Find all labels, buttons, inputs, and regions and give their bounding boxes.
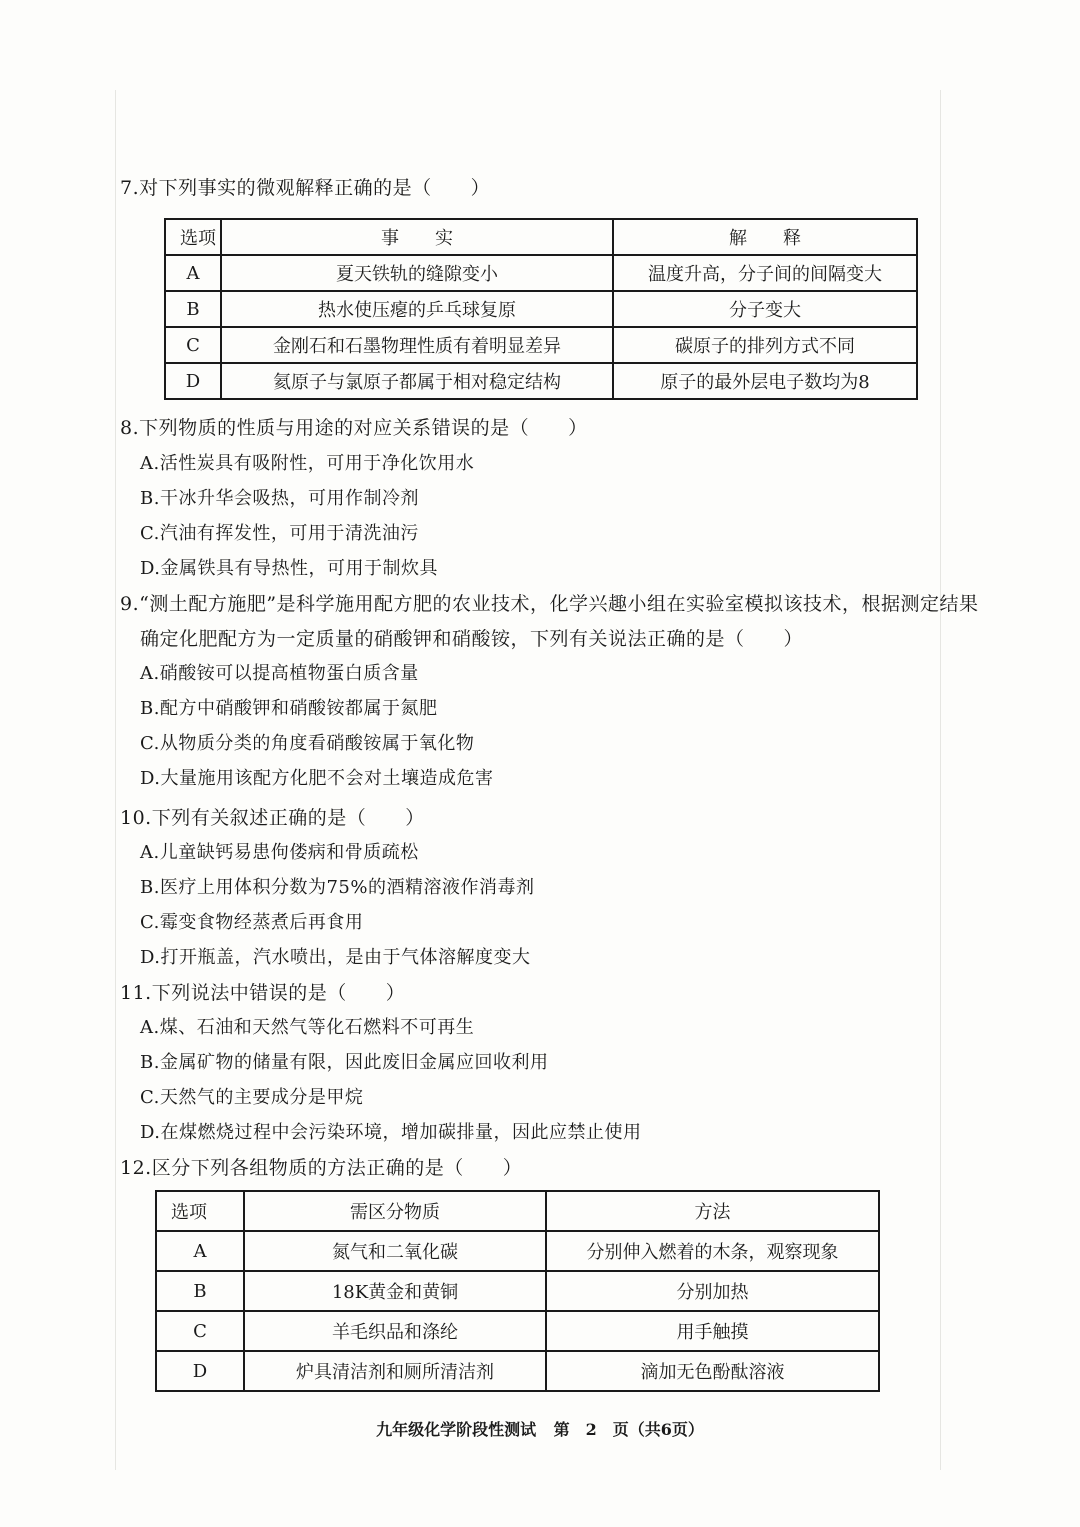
row-fact: 氦原子与氯原子都属于相对稳定结构 — [221, 363, 613, 399]
row-explanation: 碳原子的排列方式不同 — [613, 327, 917, 363]
row-method: 分别加热 — [546, 1271, 879, 1311]
question-11-option-b: B.金属矿物的储量有限，因此废旧金属应回收利用 — [140, 1052, 549, 1073]
question-11-option-d: D.在煤燃烧过程中会污染环境，增加碳排量，因此应禁止使用 — [140, 1122, 642, 1143]
header-substances: 需区分物质 — [244, 1191, 546, 1231]
question-12-title: 12.区分下列各组物质的方法正确的是（ ） — [120, 1157, 523, 1179]
question-10-option-a: A.儿童缺钙易患佝偻病和骨质疏松 — [140, 842, 419, 863]
row-fact: 金刚石和石墨物理性质有着明显差异 — [221, 327, 613, 363]
header-explanation: 解 释 — [613, 219, 917, 255]
question-8-option-a: A.活性炭具有吸附性，可用于净化饮用水 — [140, 453, 475, 474]
table-row — [156, 1231, 879, 1271]
row-option: B — [165, 291, 221, 327]
row-substances: 18K黄金和黄铜 — [244, 1271, 546, 1311]
question-10-option-b: B.医疗上用体积分数为75%的酒精溶液作消毒剂 — [140, 877, 535, 898]
row-method: 分别伸入燃着的木条，观察现象 — [546, 1231, 879, 1271]
scan-edge-line — [115, 90, 116, 1470]
question-11-option-a: A.煤、石油和天然气等化石燃料不可再生 — [140, 1017, 475, 1038]
question-11-title: 11.下列说法中错误的是（ ） — [120, 982, 406, 1004]
row-explanation: 温度升高，分子间的间隔变大 — [613, 255, 917, 291]
question-12-table — [155, 1190, 880, 1392]
header-fact: 事 实 — [221, 219, 613, 255]
row-fact: 夏天铁轨的缝隙变小 — [221, 255, 613, 291]
question-9-option-c: C.从物质分类的角度看硝酸铵属于氧化物 — [140, 733, 475, 754]
question-8-option-c: C.汽油有挥发性，可用于清洗油污 — [140, 523, 419, 544]
scan-edge-line — [940, 90, 941, 1470]
table-header-row — [156, 1191, 879, 1231]
header-method: 方法 — [546, 1191, 879, 1231]
question-7-title: 7.对下列事实的微观解释正确的是（ ） — [120, 177, 491, 199]
table-row — [165, 327, 917, 363]
row-option: C — [165, 327, 221, 363]
question-8-option-d: D.金属铁具有导热性，可用于制炊具 — [140, 558, 439, 579]
row-substances: 羊毛织品和涤纶 — [244, 1311, 546, 1351]
row-substances: 炉具清洁剂和厕所清洁剂 — [244, 1351, 546, 1391]
row-option: D — [165, 363, 221, 399]
question-9-option-b: B.配方中硝酸钾和硝酸铵都属于氮肥 — [140, 698, 438, 719]
row-option: C — [156, 1311, 244, 1351]
row-substances: 氮气和二氧化碳 — [244, 1231, 546, 1271]
table-row — [165, 291, 917, 327]
row-method: 用手触摸 — [546, 1311, 879, 1351]
table-row — [156, 1351, 879, 1391]
table-header-row — [165, 219, 917, 255]
question-9-option-d: D.大量施用该配方化肥不会对土壤造成危害 — [140, 768, 494, 789]
question-10-title: 10.下列有关叙述正确的是（ ） — [120, 807, 425, 829]
header-option: 选项 — [156, 1191, 244, 1231]
row-explanation: 分子变大 — [613, 291, 917, 327]
row-fact: 热水使压瘪的乒乓球复原 — [221, 291, 613, 327]
row-method: 滴加无色酚酞溶液 — [546, 1351, 879, 1391]
question-7-table — [164, 218, 918, 400]
question-9-title-line1: 9.“测土配方施肥”是科学施用配方肥的农业技术，化学兴趣小组在实验室模拟该技术，根据测定结果 — [120, 593, 979, 615]
row-option: D — [156, 1351, 244, 1391]
table-row — [156, 1271, 879, 1311]
exam-title: 九年级化学阶段性测试 — [376, 1420, 537, 1439]
row-option: A — [156, 1231, 244, 1271]
question-8-option-b: B.干冰升华会吸热，可用作制冷剂 — [140, 488, 419, 509]
page-number: 第 2 页（共6页） — [553, 1420, 704, 1439]
header-option: 选项 — [165, 219, 221, 255]
question-10-option-d: D.打开瓶盖，汽水喷出，是由于气体溶解度变大 — [140, 947, 531, 968]
question-11-option-c: C.天然气的主要成分是甲烷 — [140, 1087, 364, 1108]
question-9-option-a: A.硝酸铵可以提高植物蛋白质含量 — [140, 663, 419, 684]
row-option: B — [156, 1271, 244, 1311]
row-explanation: 原子的最外层电子数均为8 — [613, 363, 917, 399]
question-8-title: 8.下列物质的性质与用途的对应关系错误的是（ ） — [120, 417, 588, 439]
table-row — [165, 255, 917, 291]
table-row — [165, 363, 917, 399]
question-9-title-line2: 确定化肥配方为一定质量的硝酸钾和硝酸铵，下列有关说法正确的是（ ） — [140, 628, 804, 650]
page-footer — [0, 1417, 1080, 1440]
row-option: A — [165, 255, 221, 291]
table-row — [156, 1311, 879, 1351]
question-10-option-c: C.霉变食物经蒸煮后再食用 — [140, 912, 364, 933]
